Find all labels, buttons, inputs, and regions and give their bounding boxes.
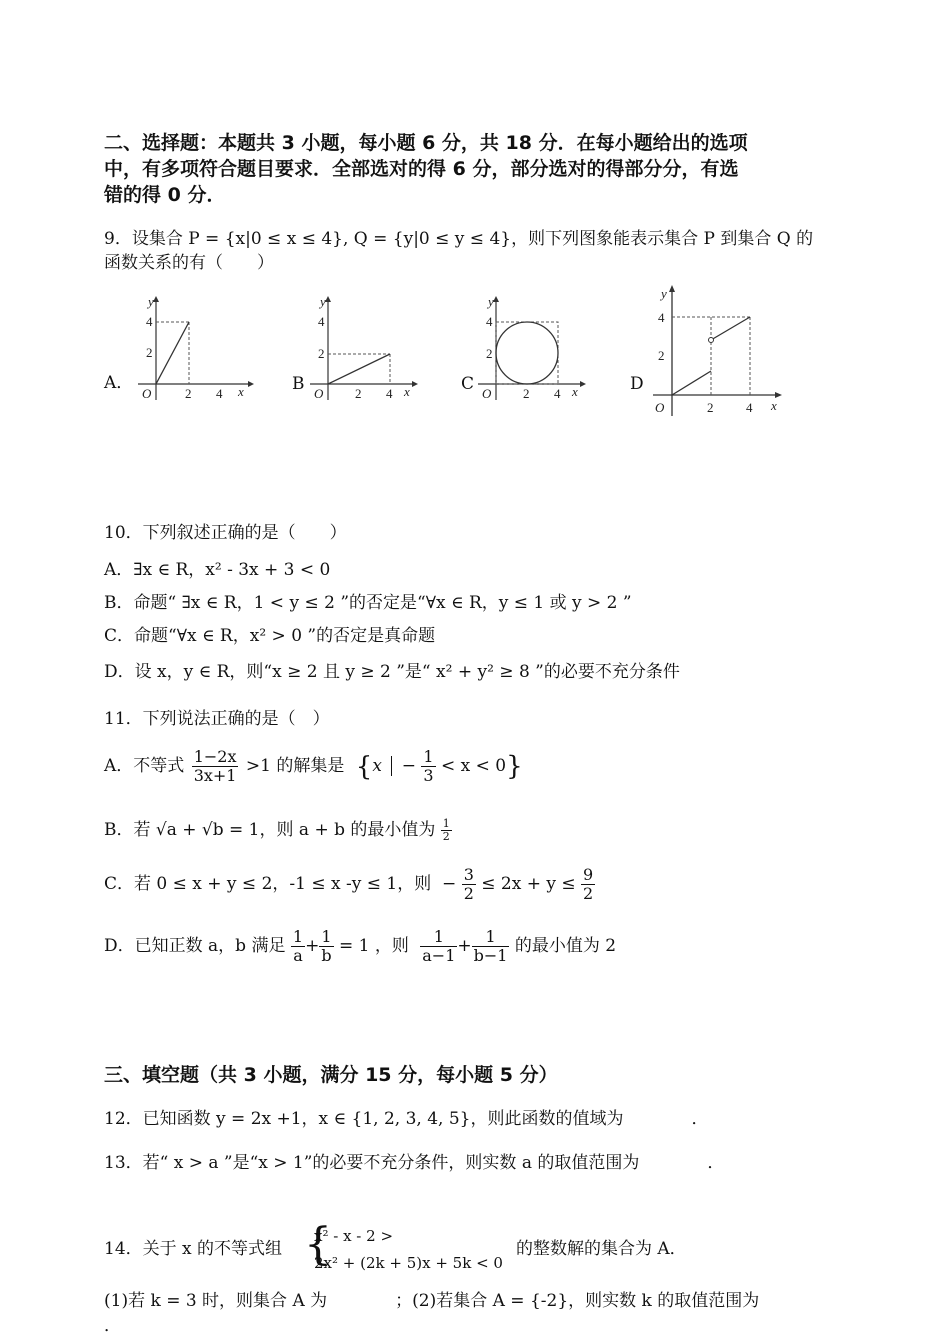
svg-text:4: 4 (386, 386, 393, 401)
svg-text:2: 2 (185, 386, 192, 401)
svg-text:4: 4 (554, 386, 561, 401)
q9-option-a-label: A． (104, 373, 134, 393)
svg-text:2: 2 (707, 400, 714, 415)
q10-option-c: C．命题“∀x ∈ R，x² > 0 ”的否定是真命题 (104, 626, 436, 646)
q10-option-a: A．∃x ∈ R，x² - 3x + 3 < 0 (104, 560, 331, 580)
q9-stem-line2: 函数关系的有（ ） (104, 253, 274, 273)
svg-text:x: x (572, 384, 578, 399)
svg-text:2: 2 (355, 386, 362, 401)
q14-system-brace: { (304, 1219, 332, 1270)
svg-text:O: O (655, 400, 665, 415)
q14-line3: ． (104, 1316, 121, 1336)
q14-line2: (1)若 k = 3 时，则集合 A 为 ；(2)若集合 A = {-2}，则实数 k 的取值范围为 (104, 1291, 760, 1311)
svg-text:2: 2 (146, 345, 153, 360)
section2-heading-line3: 错的得 0 分． (104, 184, 226, 206)
svg-text:O: O (314, 386, 324, 401)
q10-option-d: D．设 x，y ∈ R，则“x ≥ 2 且 y ≥ 2 ”是“ x² + y² ≥ 8 ”的必要不充分条件 (104, 662, 680, 682)
q11-option-a: A．不等式 $\frac{1-2x}{3x+1}$ >1 的解集是 {x − $\frac{1}{3}$ < x < 0} (104, 747, 523, 785)
svg-text:4: 4 (318, 314, 325, 329)
svg-text:x: x (404, 384, 410, 399)
svg-text:2: 2 (486, 346, 493, 361)
origin-label: O (142, 386, 152, 401)
q11-stem: 11．下列说法正确的是（ ） (104, 709, 330, 729)
q10-option-b: B．命题“ ∃x ∈ R，1 < y ≤ 2 ”的否定是“∀x ∈ R，y ≤ 1 或 y > 2 ” (104, 593, 632, 613)
q11-option-c: C．若 0 ≤ x + y ≤ 2，-1 ≤ x -y ≤ 1，则 − $\frac{3}{2}$ ≤ 2x + y ≤ $\frac{9}{2}$ (104, 865, 594, 903)
q10-stem: 10．下列叙述正确的是（ ） (104, 523, 347, 543)
svg-text:4: 4 (486, 314, 493, 329)
q9-graph-d (645, 282, 790, 420)
section2-heading-line1: 二、选择题：本题共 3 小题，每小题 6 分，共 18 分．在每小题给出的选项 (104, 132, 748, 154)
svg-text:2: 2 (318, 346, 325, 361)
svg-text:4: 4 (216, 386, 223, 401)
q9-graph-c (470, 292, 600, 404)
q14-suffix: 的整数解的集合为 A． (516, 1239, 687, 1259)
q9-option-b-label: B (292, 374, 305, 394)
q9-graph-a (130, 292, 260, 404)
q13: 13．若“ x > a ”是“x > 1”的必要不充分条件，则实数 a 的取值范围为 ． (104, 1153, 725, 1173)
section3-heading: 三、填空题（共 3 小题，满分 15 分，每小题 5 分） (104, 1064, 558, 1086)
svg-text:4: 4 (746, 400, 753, 415)
q14-ineq-row1: x² - x - 2 > (314, 1227, 394, 1245)
axis-y-label: y (148, 294, 154, 309)
q11-option-d: D．已知正数 a，b 满足 $\frac{1}{a}$ + $\frac{1}{b}$ = 1 ，则 $\frac{1}{a-1}$ + $\frac{1}{b-1}$ 的最小值为 2 (104, 927, 617, 965)
q11-option-b: B．若 √a + √b = 1，则 a + b 的最小值为 $\frac{1}{2}$ (104, 817, 450, 843)
svg-text:2: 2 (523, 386, 530, 401)
q14-prefix: 14．关于 x 的不等式组 (104, 1239, 283, 1259)
q9-graph-b (302, 292, 432, 404)
q9-stem-line1: 9．设集合 P = {x|0 ≤ x ≤ 4}, Q = {y|0 ≤ y ≤ 4}，则下列图象能表示集合 P 到集合 Q 的 (104, 229, 814, 249)
q12: 12．已知函数 y = 2x +1，x ∈ {1, 2, 3, 4, 5}，则此函数的值域为 ． (104, 1109, 709, 1129)
svg-text:y: y (488, 294, 494, 309)
svg-text:4: 4 (658, 310, 665, 325)
svg-text:y: y (661, 286, 667, 301)
svg-text:4: 4 (146, 314, 153, 329)
q14-ineq-row2: 2x² + (2k + 5)x + 5k < 0 (314, 1254, 503, 1272)
svg-text:y: y (320, 294, 326, 309)
section2-heading-line2: 中，有多项符合题目要求．全部选对的得 6 分，部分选对的得部分分，有选 (104, 158, 739, 180)
q9-option-c-label: C (461, 374, 475, 394)
svg-text:2: 2 (658, 348, 665, 363)
axis-x-label: x (238, 384, 244, 399)
q9-option-d-label: D (630, 374, 644, 394)
svg-text:O: O (482, 386, 492, 401)
svg-text:x: x (771, 398, 777, 413)
